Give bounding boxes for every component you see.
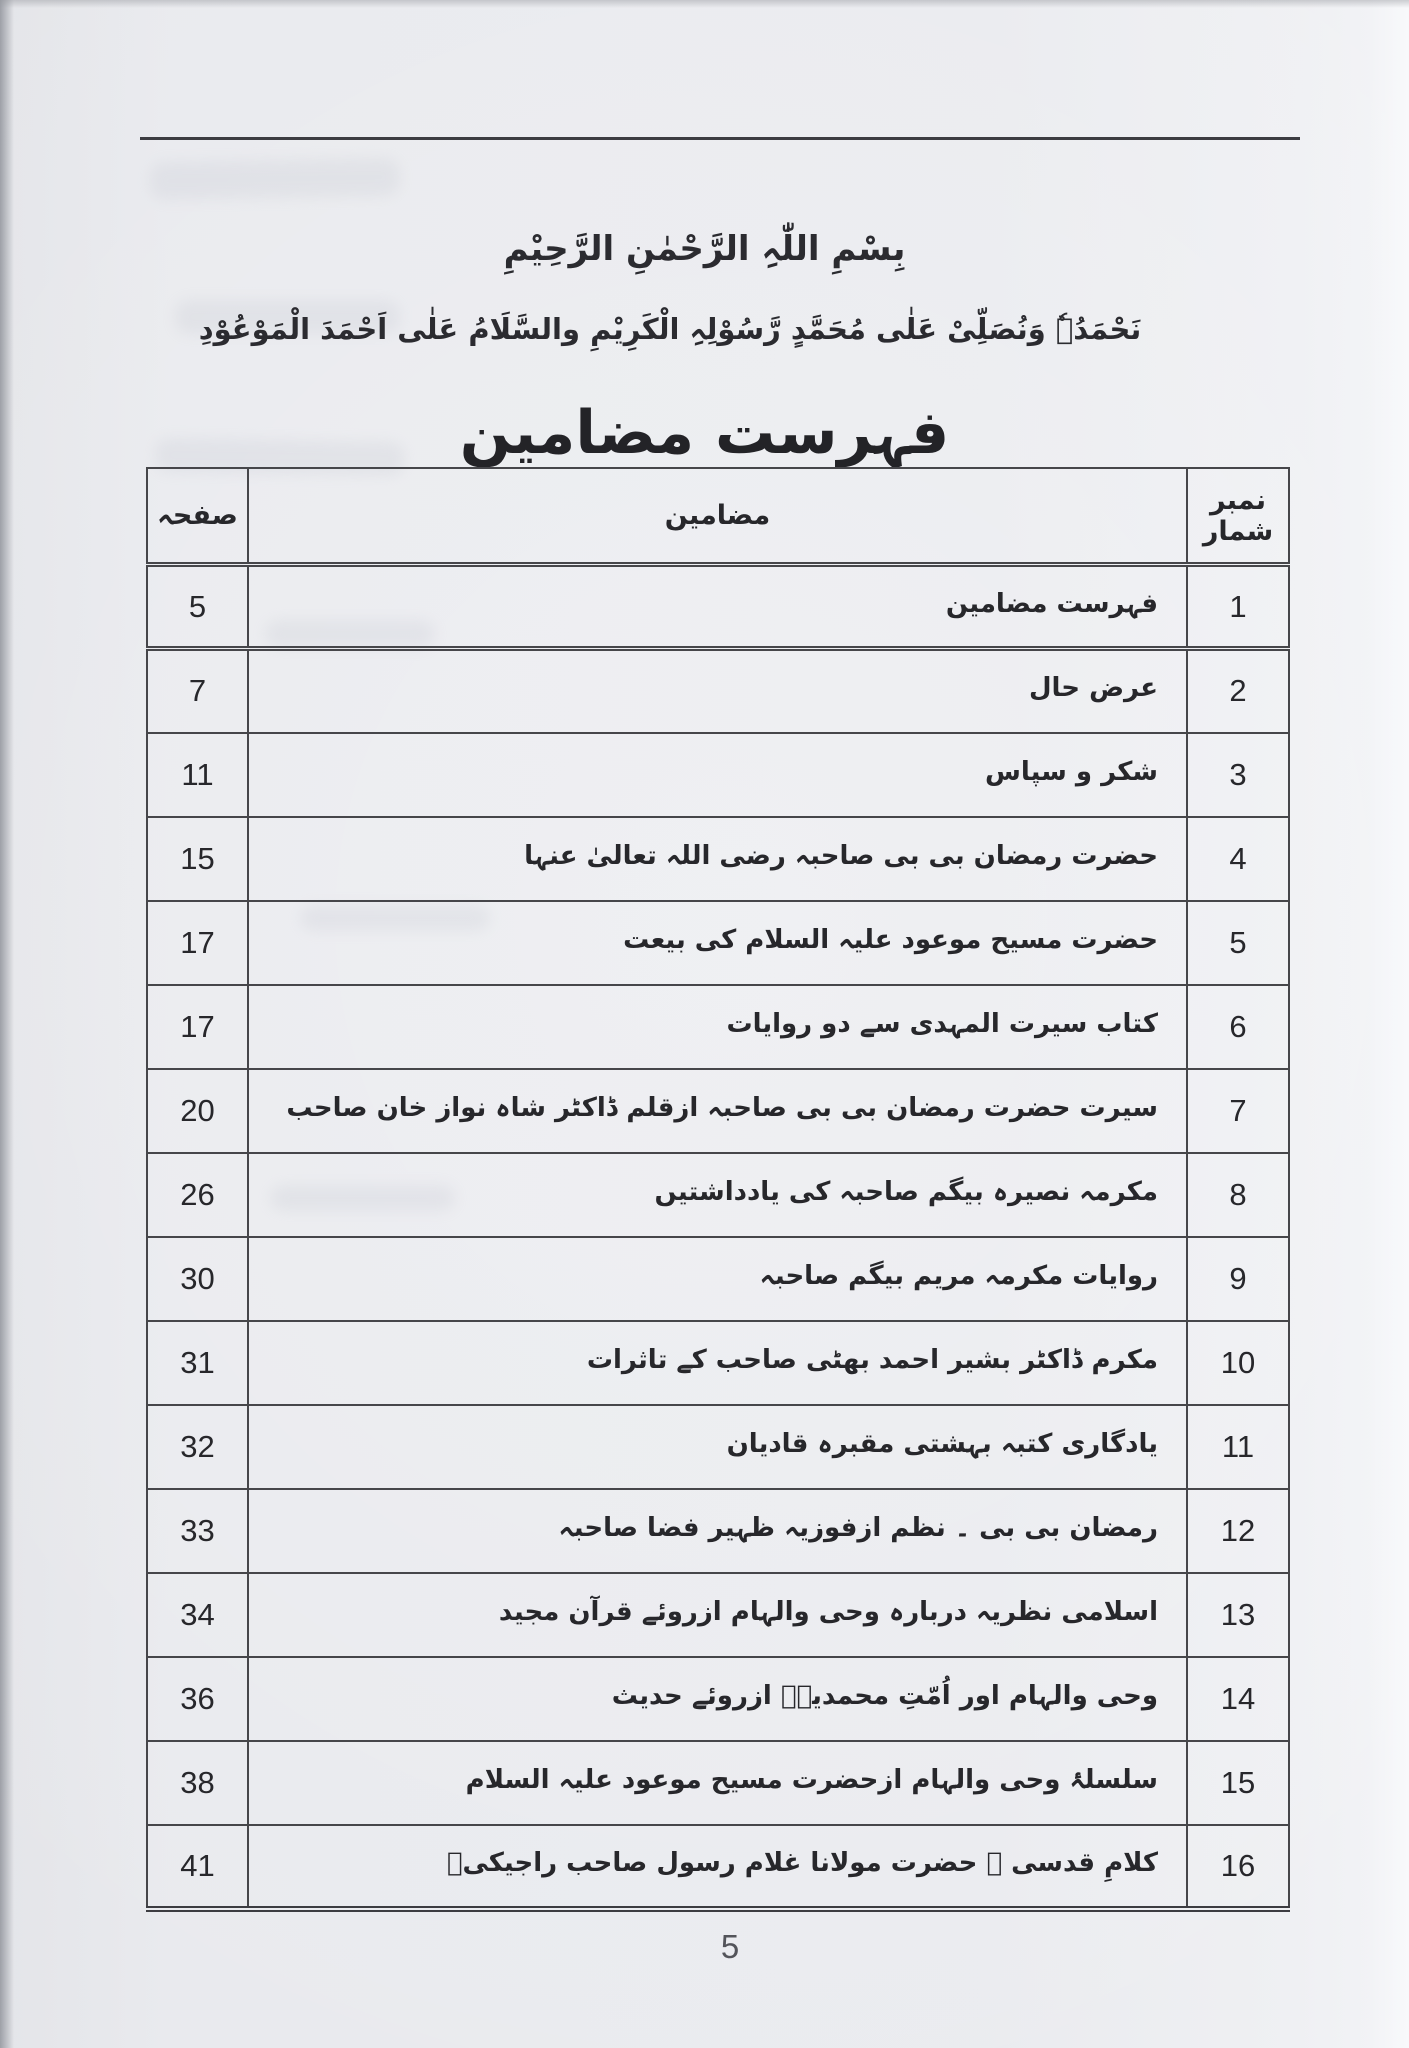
row-serial-number: 6 [1187, 985, 1289, 1069]
table-row [147, 733, 1289, 817]
row-page-number: 34 [147, 1573, 248, 1657]
row-article-title: حضرت رمضان بی بی صاحبہ رضی اللہ تعالیٰ عنہا [248, 817, 1187, 901]
row-serial-number: 14 [1187, 1657, 1289, 1741]
row-serial-number: 8 [1187, 1153, 1289, 1237]
table-row [147, 1573, 1289, 1657]
row-article-title: حضرت مسیح موعود علیہ السلام کی بیعت [248, 901, 1187, 985]
bleed-through-artifact [150, 158, 401, 200]
row-page-number: 20 [147, 1069, 248, 1153]
row-page-number: 30 [147, 1237, 248, 1321]
row-serial-number: 16 [1187, 1825, 1289, 1909]
page-title: فہرست مضامین [459, 398, 950, 468]
table-row [147, 649, 1289, 733]
row-article-title: یادگاری کتبہ بہشتی مقبرہ قادیان [248, 1405, 1187, 1489]
row-page-number: 31 [147, 1321, 248, 1405]
table-row [147, 1069, 1289, 1153]
row-serial-number: 4 [1187, 817, 1289, 901]
table-row [147, 565, 1289, 649]
row-serial-number: 2 [1187, 649, 1289, 733]
row-serial-number: 10 [1187, 1321, 1289, 1405]
table-header-row [147, 468, 1289, 565]
top-rule [140, 137, 1300, 140]
row-serial-number: 13 [1187, 1573, 1289, 1657]
table-row [147, 1321, 1289, 1405]
table-row [147, 1237, 1289, 1321]
row-page-number: 26 [147, 1153, 248, 1237]
table-row [147, 1825, 1289, 1909]
row-article-title: سلسلۂ وحی والہام ازحضرت مسیح موعود علیہ السلام [248, 1741, 1187, 1825]
row-article-title: مکرمہ نصیرہ بیگم صاحبہ کی یادداشتیں [248, 1153, 1187, 1237]
row-article-title: سیرت حضرت رمضان بی بی صاحبہ ازقلم ڈاکٹر شاہ نواز خان صاحب [248, 1069, 1187, 1153]
table-row [147, 1657, 1289, 1741]
row-article-title: روایات مکرمہ مریم بیگم صاحبہ [248, 1237, 1187, 1321]
footer-page-number: 5 [720, 1928, 740, 1965]
table-row [147, 1153, 1289, 1237]
row-page-number: 41 [147, 1825, 248, 1909]
table-row [147, 985, 1289, 1069]
table-row [147, 1405, 1289, 1489]
row-page-number: 17 [147, 985, 248, 1069]
row-page-number: 36 [147, 1657, 248, 1741]
table-row [147, 817, 1289, 901]
row-page-number: 5 [147, 565, 248, 649]
tahmid-line: نَحْمَدُہٗ وَنُصَلِّیْ عَلٰی مُحَمَّدٍ رَّسُوْلِہِ الْکَرِیْمِ والسَّلَامُ عَلٰی اَحْمَدَ الْمَوْعُوْدِ [198, 312, 1142, 346]
row-page-number: 33 [147, 1489, 248, 1573]
row-serial-number: 9 [1187, 1237, 1289, 1321]
row-serial-number: 7 [1187, 1069, 1289, 1153]
row-serial-number: 5 [1187, 901, 1289, 985]
row-serial-number: 1 [1187, 565, 1289, 649]
toc-body [147, 565, 1289, 1909]
row-page-number: 11 [147, 733, 248, 817]
column-header-serial: نمبر شمار [1187, 468, 1289, 565]
row-page-number: 7 [147, 649, 248, 733]
row-article-title: مکرم ڈاکٹر بشیر احمد بھٹی صاحب کے تاثرات [248, 1321, 1187, 1405]
row-page-number: 32 [147, 1405, 248, 1489]
table-row [147, 1489, 1289, 1573]
row-article-title: کتاب سیرت المہدی سے دو روایات [248, 985, 1187, 1069]
scan-edge-right [1369, 0, 1409, 2048]
row-page-number: 17 [147, 901, 248, 985]
row-article-title: وحی والہام اور اُمّتِ محمدیہؐ ازروئے حدیث [248, 1657, 1187, 1741]
row-page-number: 15 [147, 817, 248, 901]
row-article-title: اسلامی نظریہ دربارہ وحی والہام ازروئے قرآن مجید [248, 1573, 1187, 1657]
row-serial-number: 12 [1187, 1489, 1289, 1573]
row-serial-number: 3 [1187, 733, 1289, 817]
table-row [147, 901, 1289, 985]
row-page-number: 38 [147, 1741, 248, 1825]
row-article-title: شکر و سپاس [248, 733, 1187, 817]
row-article-title: کلامِ قدسی ۔ حضرت مولانا غلام رسول صاحب راجیکیؓ [248, 1825, 1187, 1909]
row-serial-number: 11 [1187, 1405, 1289, 1489]
row-article-title: فہرست مضامین [248, 565, 1187, 649]
column-header-page: صفحہ [147, 468, 248, 565]
table-row [147, 1741, 1289, 1825]
scan-edge-top [0, 0, 1409, 8]
row-serial-number: 15 [1187, 1741, 1289, 1825]
row-article-title: رمضان بی بی ۔ نظم ازفوزیہ ظہیر فضا صاحبہ [248, 1489, 1187, 1573]
bismillah-line: بِسْمِ اللّٰہِ الرَّحْمٰنِ الرَّحِیْمِ [503, 229, 906, 269]
toc-table [146, 467, 1290, 1912]
scan-edge-left [0, 0, 14, 2048]
row-article-title: عرض حال [248, 649, 1187, 733]
column-header-content: مضامین [248, 468, 1187, 565]
